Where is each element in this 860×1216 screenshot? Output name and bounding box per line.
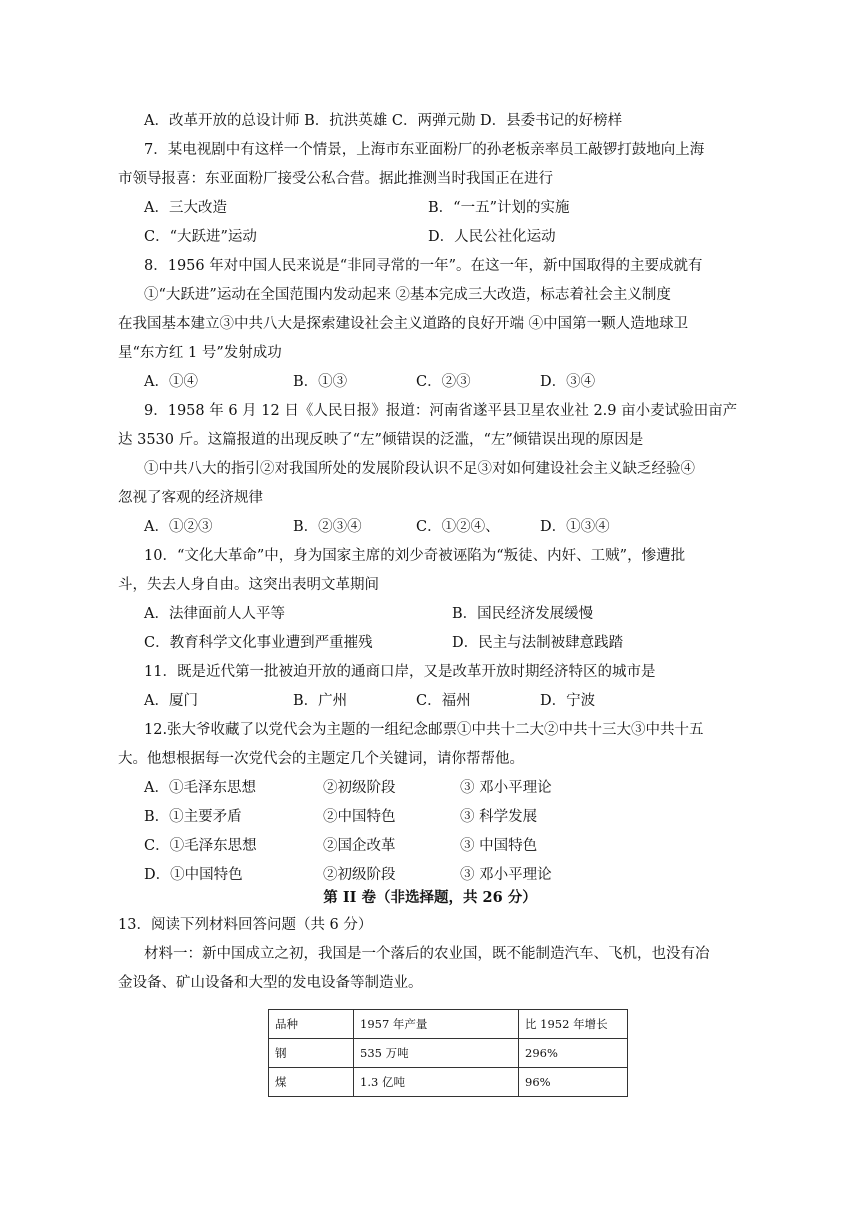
table-cell: 96% xyxy=(519,1068,628,1097)
q8-option-d: D．③④ xyxy=(540,374,596,390)
q12-row-b-c1: B．①主要矛盾 xyxy=(144,809,242,825)
q7-stem-line2: 市领导报喜：东亚面粉厂接受公私合营。据此推测当时我国正在进行 xyxy=(118,171,553,187)
q12-row-d-c3: ③ 邓小平理论 xyxy=(460,867,552,883)
q12-stem-line2: 大。他想根据每一次党代会的主题定几个关键词，请你帮帮他。 xyxy=(118,751,524,767)
table-row xyxy=(269,1068,628,1097)
q12-row-d-c2: ②初级阶段 xyxy=(323,867,396,883)
q10-option-d: D．民主与法制被肆意践踏 xyxy=(452,635,624,651)
q10-stem-line2: 斗，失去人身自由。这突出表明文革期间 xyxy=(118,577,379,593)
table-cell: 535 万吨 xyxy=(354,1039,519,1068)
table-cell: 钢 xyxy=(269,1039,354,1068)
table-header-cell: 1957 年产量 xyxy=(354,1010,519,1039)
q10-option-b: B．国民经济发展缓慢 xyxy=(452,606,594,622)
table-header-row xyxy=(269,1010,628,1039)
q7-option-d: D．人民公社化运动 xyxy=(428,229,556,245)
q9-items-line2: 忽视了客观的经济规律 xyxy=(118,490,263,506)
table-cell: 1.3 亿吨 xyxy=(354,1068,519,1097)
table-cell: 296% xyxy=(519,1039,628,1068)
q12-row-c-c2: ②国企改革 xyxy=(323,838,396,854)
q8-items-line1: ①“大跃进”运动在全国范围内发动起来 ②基本完成三大改造，标志着社会主义制度 xyxy=(144,287,671,303)
q13-material1-line2: 金设备、矿山设备和大型的发电设备等制造业。 xyxy=(118,975,423,991)
q13-stem: 13．阅读下列材料回答问题（共 6 分） xyxy=(118,917,373,933)
table-header-cell: 比 1952 年增长 xyxy=(519,1010,628,1039)
q12-row-d-c1: D．①中国特色 xyxy=(144,867,243,883)
q9-option-c: C．①②④、 xyxy=(416,519,500,535)
table-cell: 煤 xyxy=(269,1068,354,1097)
q11-option-b: B．广州 xyxy=(293,693,348,709)
q11-option-c: C．福州 xyxy=(416,693,471,709)
q7-option-b: B．“一五”计划的实施 xyxy=(428,200,570,216)
q11-option-d: D．宁波 xyxy=(540,693,596,709)
q9-stem-line1: 9．1958 年 6 月 12 日《人民日报》报道：河南省遂平县卫星农业社 2.9 亩小麦试验田亩产 xyxy=(144,403,738,419)
q6-options: A．改革开放的总设计师 B．抗洪英雄 C．两弹元勋 D．县委书记的好榜样 xyxy=(144,113,623,129)
q8-items-line2: 在我国基本建立③中共八大是探索建设社会主义道路的良好开端 ④中国第一颗人造地球卫 xyxy=(118,316,689,332)
q8-stem: 8．1956 年对中国人民来说是“非同寻常的一年”。在这一年，新中国取得的主要成就有 xyxy=(144,258,703,274)
production-table xyxy=(268,1009,628,1097)
q10-option-a: A．法律面前人人平等 xyxy=(144,606,285,622)
q12-row-b-c2: ②中国特色 xyxy=(323,809,396,825)
q7-stem-line1: 7．某电视剧中有这样一个情景，上海市东亚面粉厂的孙老板亲率员工敲锣打鼓地向上海 xyxy=(144,142,705,158)
q10-stem-line1: 10．“文化大革命”中，身为国家主席的刘少奇被诬陷为“叛徒、内奸、工贼”，惨遭批 xyxy=(144,548,686,564)
table-header-cell: 品种 xyxy=(269,1010,354,1039)
q7-option-a: A．三大改造 xyxy=(144,200,227,216)
q8-option-c: C．②③ xyxy=(416,374,471,390)
q7-option-c: C．“大跃进”运动 xyxy=(144,229,257,245)
q8-option-b: B．①③ xyxy=(293,374,348,390)
q12-row-a-c2: ②初级阶段 xyxy=(323,780,396,796)
q9-option-d: D．①③④ xyxy=(540,519,610,535)
q12-row-b-c3: ③ 科学发展 xyxy=(460,809,538,825)
q11-stem: 11．既是近代第一批被迫开放的通商口岸，又是改革开放时期经济特区的城市是 xyxy=(144,664,656,680)
q11-option-a: A．厦门 xyxy=(144,693,198,709)
q8-option-a: A．①④ xyxy=(144,374,198,390)
q12-row-a-c3: ③ 邓小平理论 xyxy=(460,780,552,796)
q9-items-line1: ①中共八大的指引②对我国所处的发展阶段认识不足③对如何建设社会主义缺乏经验④ xyxy=(144,461,695,477)
q13-material1-line1: 材料一：新中国成立之初，我国是一个落后的农业国，既不能制造汽车、飞机，也没有冶 xyxy=(144,946,710,962)
q9-stem-line2: 达 3530 斤。这篇报道的出现反映了“左”倾错误的泛滥，“左”倾错误出现的原因是 xyxy=(118,432,644,448)
q12-stem-line1: 12.张大爷收藏了以党代会为主题的一组纪念邮票①中共十二大②中共十三大③中共十五 xyxy=(144,722,704,738)
q9-option-b: B．②③④ xyxy=(293,519,362,535)
q12-row-c-c1: C．①毛泽东思想 xyxy=(144,838,257,854)
section-2-title: 第 II 卷（非选择题，共 26 分） xyxy=(323,889,537,906)
q10-option-c: C．教育科学文化事业遭到严重摧残 xyxy=(144,635,373,651)
table-row xyxy=(269,1039,628,1068)
q12-row-a-c1: A．①毛泽东思想 xyxy=(144,780,256,796)
q8-items-line3: 星“东方红 1 号”发射成功 xyxy=(118,345,282,361)
q9-option-a: A．①②③ xyxy=(144,519,213,535)
q12-row-c-c3: ③ 中国特色 xyxy=(460,838,538,854)
